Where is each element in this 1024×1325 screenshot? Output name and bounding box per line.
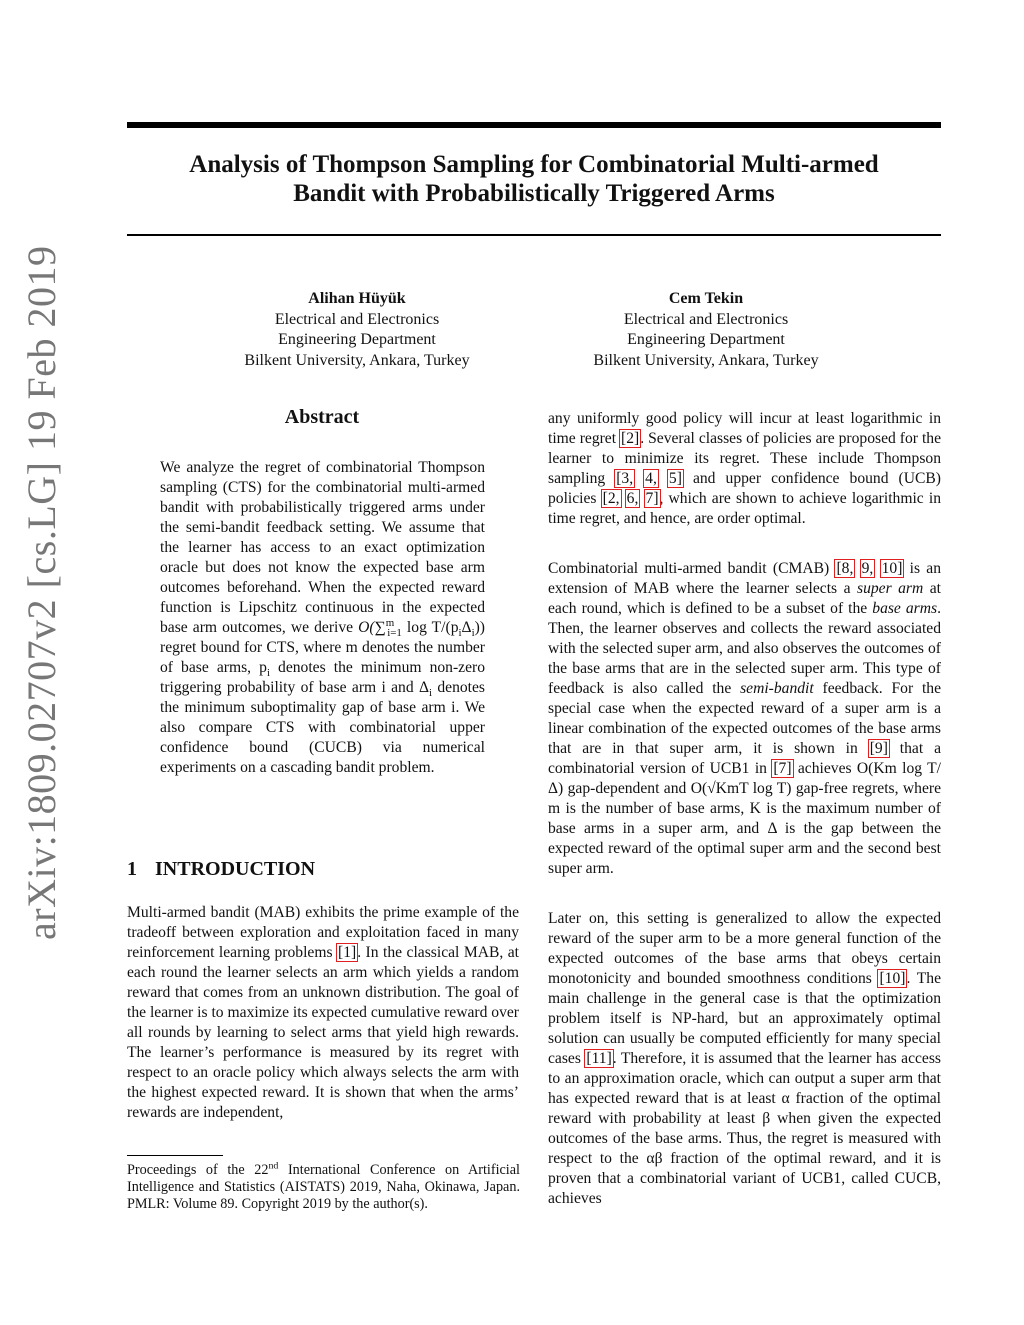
citation-link[interactable]: [7]: [773, 760, 792, 777]
footnote-text: International Conference on Artificial Intelligence and Statistics (AISTATS) 2019, Naha, Okinawa, Japan. PMLR: Volume 89. Copyright 2019 by the author(s).: [127, 1162, 520, 1212]
intro-paragraph-1: [127, 903, 519, 1123]
author-affiliation: Bilkent University, Ankara, Turkey: [593, 351, 819, 369]
citation-link[interactable]: [11]: [586, 1050, 612, 1067]
title-top-rule: [127, 122, 941, 128]
author-affiliation: Engineering Department: [627, 331, 785, 348]
emphasis-text: super arm: [857, 580, 924, 597]
author-affiliation: Bilkent University, Ankara, Turkey: [244, 351, 470, 369]
formula-part: i: [429, 687, 433, 700]
citation-link[interactable]: [10]: [879, 970, 906, 987]
formula-part: i=1: [387, 627, 402, 640]
abstract-body: [160, 458, 485, 778]
paragraph-text: feedback. For the special case when the expected reward of a super arm is a linear combination of the expected outcomes of the base arms that are in that super arm, it is shown in: [548, 680, 942, 757]
emphasis-text: semi-bandit: [740, 680, 814, 697]
abstract-text: denotes the minimum non-zero triggering probability of base arm i and Δ: [160, 659, 486, 696]
formula-part: m: [385, 616, 395, 629]
paragraph-text: achieves O(Km log T/Δ) gap-dependent and O(√KmT log T) gap-free regrets, where m is the number of base arms, K is the maximum number of base arms in a super arm, and Δ is the gap between the expected reward of the optimal super arm and the second best super arm.: [548, 760, 942, 877]
abstract-heading: Abstract: [284, 406, 360, 428]
footnote-text: Proceedings of the 22: [127, 1162, 269, 1178]
citation-link[interactable]: 9,: [861, 560, 874, 577]
section-heading: [127, 858, 315, 881]
author-name: Alihan Hüyük: [308, 290, 406, 307]
right-paragraph-1: [548, 409, 941, 529]
author-name: Cem Tekin: [668, 290, 744, 307]
paragraph-text: . In the classical MAB, at each round the learner selects an arm which yields a random reward that comes from an unknown distribution. The goal of the learner is to maximize its expected cumulative reward over all rounds by learning to select arms that yield high rewards. The learner’s performance is measured by its regret with respect to an oracle policy which always selects the arm with the highest expected reward. It is shown that when the arms’ rewards are independent,: [127, 944, 519, 1121]
arxiv-identifier: arXiv:1809.02707v2 [cs.LG] 19 Feb 2019: [19, 245, 64, 940]
footnote-rule: [127, 1155, 223, 1156]
paragraph-text: , which are shown to achieve logarithmic in time regret, and hence, are order optimal.: [548, 490, 941, 527]
citation-link[interactable]: 10]: [881, 560, 903, 577]
paragraph-text: that a combinatorial version of UCB1 in: [548, 740, 941, 777]
citation-link[interactable]: [9]: [869, 740, 888, 757]
title-bottom-rule: [127, 234, 941, 236]
citation-link[interactable]: 5]: [668, 470, 682, 487]
paragraph-text: Combinatorial multi-armed bandit (CMAB): [548, 560, 836, 577]
formula-part: O(: [358, 619, 375, 636]
citation-link[interactable]: [2]: [621, 430, 640, 447]
regret-bound-formula: [358, 616, 485, 640]
citation-link[interactable]: 7]: [645, 490, 659, 507]
paragraph-text: Later on, this setting is generalized to allow the expected reward of the super arm to be a more general function of the expected outcomes of the base arms that obeys certain monotonicity and bounded smoothness conditions: [548, 910, 941, 987]
formula-part: i: [458, 627, 462, 640]
citation-link[interactable]: 6,: [626, 490, 639, 507]
emphasis-text: base arms: [872, 600, 938, 617]
formula-part: ∑: [374, 619, 386, 636]
right-paragraph-3: [548, 909, 941, 1209]
paragraph-text: . The main challenge in the general case is that the optimization problem itself is NP-hard, but an approximately optimal solution can usually be computed efficiently for many special cases: [548, 970, 941, 1067]
paper-title: [127, 150, 941, 208]
abstract-text: We analyze the regret of combinatorial Thompson sampling (CTS) for the combinatorial multi-armed bandit with probabilistically triggered arms under the semi-bandit feedback setting. We assume that the learner has access to an exact optimization oracle but does not know the expected base arm outcomes beforehand. When the expected reward function is Lipschitz continuous in the expected base arm outcomes, we derive: [160, 459, 485, 636]
paragraph-text: at each round, which is defined to be a subset of the: [548, 580, 941, 617]
paragraph-text: . Several classes of policies are proposed for the learner to minimize its regret. These include Thompson sampling: [548, 430, 941, 487]
section-number: 1: [127, 858, 137, 880]
formula-part: )): [474, 619, 485, 636]
citation-link[interactable]: 4,: [645, 470, 657, 487]
formula-part: log T/(p: [401, 619, 459, 636]
author-affiliation: Electrical and Electronics: [274, 310, 440, 328]
right-paragraph-2: [548, 559, 941, 879]
paragraph-text: Multi-armed bandit (MAB) exhibits the prime example of the tradeoff between exploration and exploitation faced in many reinforcement learning problems: [127, 904, 519, 961]
paragraph-text: and upper confidence bound (UCB) policies: [548, 470, 941, 507]
title-line-2: Bandit with Probabilistically Triggered Arms: [293, 180, 775, 207]
paragraph-text: any uniformly good policy will incur at least logarithmic in time regret: [548, 410, 941, 447]
citation-link[interactable]: [2,: [602, 490, 620, 507]
formula-part: i: [266, 667, 270, 680]
title-line-1: Analysis of Thompson Sampling for Combinatorial Multi-armed: [189, 151, 879, 178]
author-affiliation: Electrical and Electronics: [623, 310, 789, 328]
citation-link[interactable]: [1]: [338, 944, 357, 961]
paragraph-text: . Then, the learner observes and collects the reward associated with the selected super arm, and also observes the outcomes of the base arms that are in the selected super arm. This type of feedback is also called the: [548, 600, 941, 697]
citation-link[interactable]: [8,: [836, 560, 854, 577]
paragraph-text: . Therefore, it is assumed that the learner has access to an approximation oracle, which can output a super arm that has expected reward that is at least α fraction of the optimal reward with probability at least β when given the expected outcomes of the base arms. Thus, the regret is measured with respect to the αβ fraction of the optimal reward, and it is proven that a combinatorial variant of UCB1, called CUCB, achieves: [548, 1050, 941, 1207]
author-affiliation: Engineering Department: [278, 331, 436, 348]
author-block-1: [207, 289, 507, 371]
footnote-sup: nd: [268, 1160, 279, 1172]
footnote: [127, 1162, 520, 1213]
citation-link[interactable]: [3,: [616, 470, 634, 487]
formula-part: Δ: [461, 619, 472, 636]
formula-part: i: [471, 627, 475, 640]
author-block-2: [556, 289, 856, 371]
abstract-text: regret bound for CTS, where m denotes the number of base arms, p: [160, 639, 485, 676]
paragraph-text: is an extension of MAB where the learner selects a: [548, 560, 942, 597]
abstract-text: denotes the minimum suboptimality gap of base arm i. We also compare CTS with combinatorial upper confidence bound (CUCB) via numerical experiments on a cascading bandit problem.: [160, 679, 485, 776]
section-title: INTRODUCTION: [155, 858, 316, 880]
